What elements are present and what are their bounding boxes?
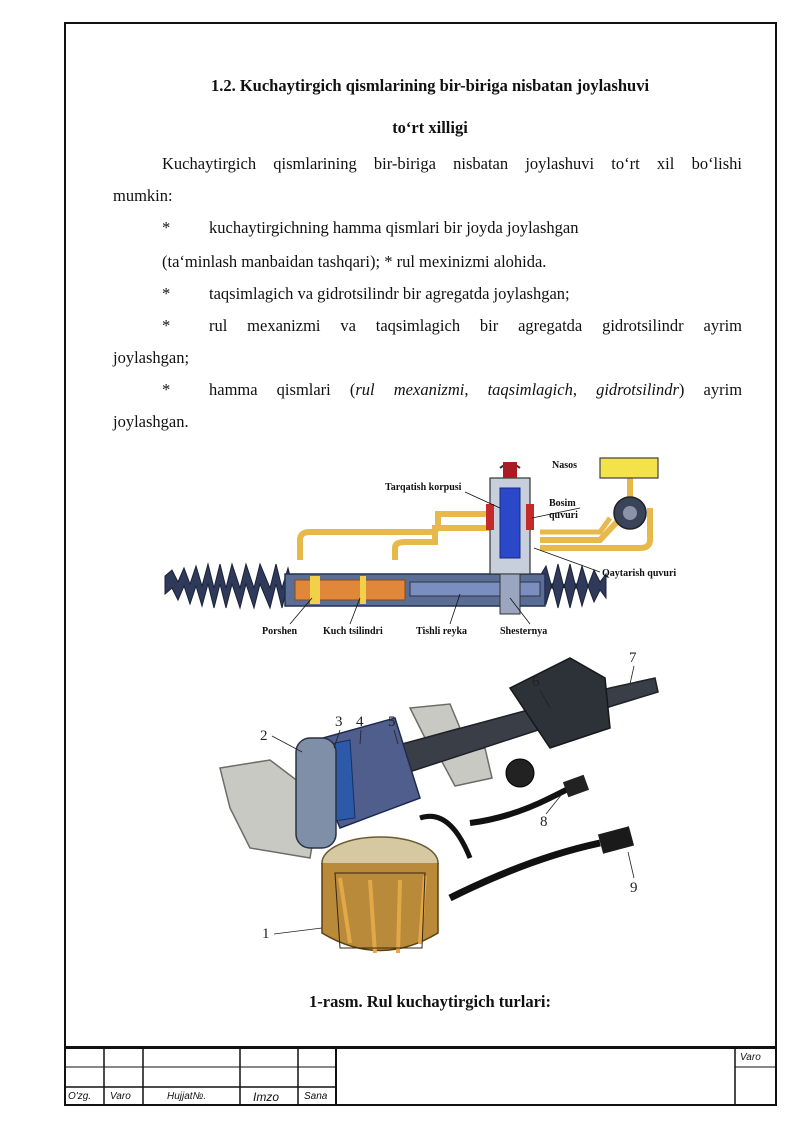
power-steering-rack-diagram [160,448,700,643]
list-item-continuation: joylashgan. [113,412,189,431]
label-quvuri: quvuri [549,510,578,521]
label-tishli-reyka: Tishli reyka [416,626,468,637]
part-number-5: 5 [388,714,396,730]
list-item: taqsimlagich va gidrotsilindr bir agregatda joylashgan; [209,284,570,303]
intro-line1: Kuchaytirgich qismlarining bir-biriga nisbatan joylashuvi to‘rt xil bo‘lishi [162,154,742,173]
label-shesternya: Shesternya [500,626,548,637]
list-item-continuation: joylashgan; [113,348,190,367]
intro-line2: mumkin: [113,186,173,205]
part-number-8: 8 [540,814,548,830]
stamp-varo: Varo [110,1091,131,1102]
figure-caption: 1-rasm. Rul kuchaytirgich turlari: [309,992,551,1011]
part-number-7: 7 [629,650,637,666]
section-title-line1: 1.2. Kuchaytirgich qismlarining bir-biriga nisbatan joylashuvi [210,76,650,95]
list-item: rul mexanizmi va taqsimlagich bir agregatda gidrotsilindr ayrim [209,316,742,335]
part-number-1: 1 [262,926,270,942]
list-item-continuation: (ta‘minlash manbaidan tashqari); * rul mexinizmi alohida. [162,252,547,271]
bullet-marker: * [162,218,171,237]
label-qaytarish-quvuri: Qaytarish quvuri [602,568,677,579]
label-porshen: Porshen [262,626,297,637]
label-tarqatish-korpusi: Tarqatish korpusi [385,482,462,493]
part-number-2: 2 [260,728,268,744]
part-number-3: 3 [335,714,343,730]
part-number-4: 4 [356,714,364,730]
stamp-sana: Sana [304,1091,328,1102]
electric-steering-column-photo [210,648,670,978]
sheet-label: Varo [740,1052,761,1063]
list-item: kuchaytirgichning hamma qismlari bir joyda joylashgan [209,218,579,237]
part-number-9: 9 [630,880,638,896]
label-nasos: Nasos [552,460,578,471]
label-kuch-tsilindri: Kuch tsilindri [323,626,383,637]
label-bosim: Bosim [549,498,576,509]
stamp-imzo: Imzo [253,1090,280,1104]
bullet-marker: * [162,380,171,399]
part-number-6: 6 [532,674,540,690]
stamp-ozg: O'zg. [68,1091,92,1102]
bullet-marker: * [162,284,171,303]
stamp-hujjat: Hujjat№. [167,1091,207,1102]
list-item: hamma qismlari (rul mexanizmi, taqsimlagich, gidrotsilindr) ayrim [209,380,743,399]
section-title-line2: to‘rt xilligi [392,118,468,137]
bullet-marker: * [162,316,171,335]
